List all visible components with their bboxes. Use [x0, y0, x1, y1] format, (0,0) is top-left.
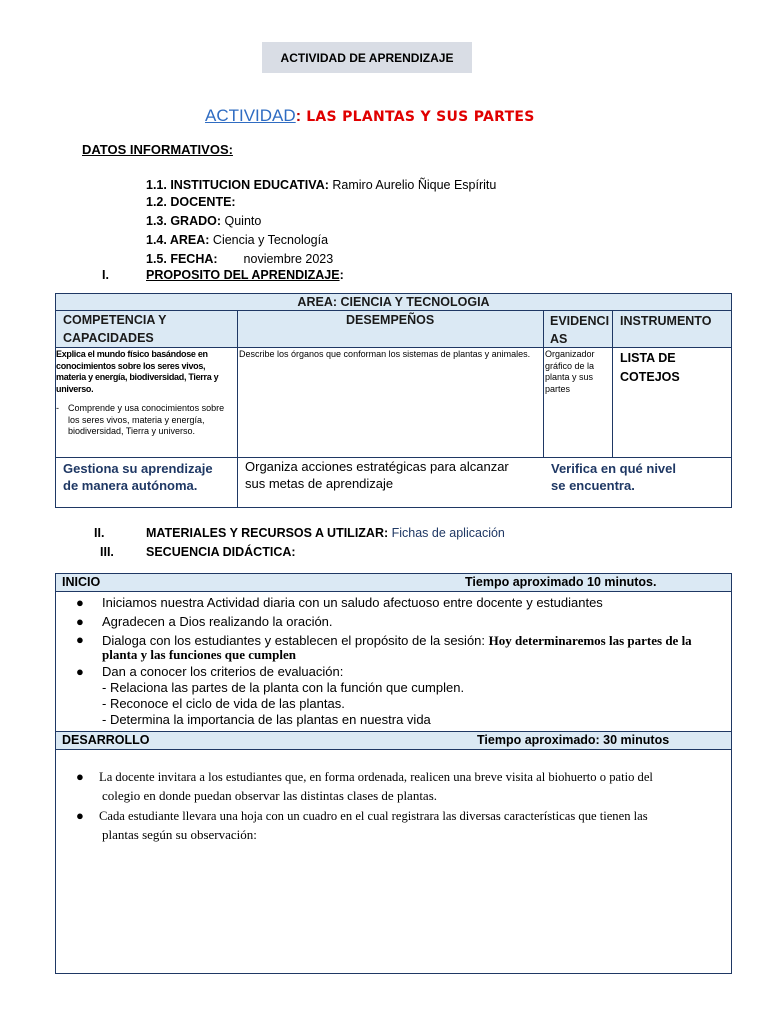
desarrollo-time: Tiempo aproximado: 30 minutos — [477, 733, 670, 747]
bullet-icon: ● — [76, 664, 84, 679]
inicio-bullet-3-text: Dialoga con los estudiantes y establecen el propósito de la sesión: — [102, 633, 489, 648]
header-competencia-line2: CAPACIDADES — [63, 331, 154, 345]
section-2-title — [146, 526, 505, 540]
activity-name: LAS PLANTAS Y SUS PARTES — [301, 109, 535, 125]
bullet-icon: ● — [76, 614, 84, 629]
info-value: noviembre 2023 — [243, 252, 334, 266]
row2-evidencia-line1: Verifica en qué nivel — [551, 461, 676, 476]
header-instrumento: INSTRUMENTO — [620, 314, 712, 328]
info-key: 1.3. GRADO: — [146, 214, 222, 228]
header-competencia — [63, 311, 167, 347]
info-key: 1.4. AREA: — [146, 233, 210, 247]
bullet-icon: ● — [76, 769, 84, 784]
section-1-colon: : — [339, 268, 344, 282]
activity-label: ACTIVIDAD — [205, 106, 296, 125]
criterio-1: - Relaciona las partes de la planta con la función que cumplen. — [102, 680, 465, 695]
section-1-title — [146, 268, 344, 282]
inicio-bullet-4: Dan a conocer los criterios de evaluación: — [102, 664, 344, 679]
info-key: 1.2. DOCENTE: — [146, 195, 236, 209]
desarrollo-p1-line1: La docente invitara a los estudiantes que, en forma ordenada, realicen una breve visita al biohuerto o patio del — [99, 770, 653, 784]
document-header-title: ACTIVIDAD DE APRENDIZAJE — [280, 50, 454, 65]
criterio-3: - Determina la importancia de las plantas en nuestra vida — [102, 712, 431, 727]
inicio-bullet-3-bold-2: planta y las funciones que cumplen — [102, 647, 296, 662]
desarrollo-p1-line2: colegio en donde puedan observar las distintas clases de plantas. — [102, 788, 438, 803]
info-docente — [146, 195, 236, 209]
datos-heading: DATOS INFORMATIVOS: — [82, 142, 233, 157]
header-evidencias-line1: EVIDENCI — [550, 314, 610, 328]
desarrollo-label: DESARROLLO — [62, 733, 150, 747]
row1-instrumento-line1: LISTA DE — [620, 351, 676, 365]
sequence-table — [55, 573, 732, 974]
row1-instrumento — [620, 349, 680, 387]
info-value: Ciencia y Tecnología — [209, 233, 329, 247]
inicio-time: Tiempo aproximado 10 minutos. — [465, 575, 657, 589]
criterio-2: - Reconoce el ciclo de vida de las plantas. — [102, 696, 345, 711]
row1-desempeno: Describe los órganos que conforman los sistemas de plantas y animales. — [239, 349, 531, 359]
row2-competencia-line2: de manera autónoma. — [63, 478, 198, 493]
section-1-title-text: PROPOSITO DEL APRENDIZAJE — [146, 268, 340, 282]
row2-evidencia — [551, 460, 676, 494]
row2-evidencia-line2: se encuentra. — [551, 478, 635, 493]
info-value: Ramiro Aurelio Ñique Espíritu — [328, 178, 497, 192]
section-2-number: II. — [94, 526, 105, 540]
activity-title — [205, 106, 535, 126]
info-area — [146, 233, 328, 247]
header-evidencias-line2: AS — [550, 332, 568, 346]
row2-desempeno — [245, 458, 509, 492]
table-area-title: AREA: CIENCIA Y TECNOLOGIA — [56, 294, 731, 310]
row2-competencia-line1: Gestiona su aprendizaje — [63, 461, 213, 476]
row1-capacidad: Comprende y usa conocimientos sobre los seres vivos, materia y energía, biodiversidad, Tierra y universo. — [68, 403, 225, 436]
row1-evidencia: Organizador gráfico de la planta y sus partes — [545, 349, 595, 394]
info-key: 1.1. INSTITUCION EDUCATIVA: — [146, 178, 329, 192]
row1-capacidad-dash: - — [56, 403, 59, 413]
row2-desempeno-line2: sus metas de aprendizaje — [245, 476, 394, 491]
info-institucion — [146, 178, 496, 192]
section-1-number: I. — [102, 268, 109, 282]
row2-desempeno-line1: Organiza acciones estratégicas para alcanzar — [245, 459, 509, 474]
row1-instrumento-line2: COTEJOS — [620, 370, 680, 384]
row1-competencia: Explica el mundo físico basándose en conocimientos sobre los seres vivos, materia y energía, biodiversidad, Tierra y universo. — [56, 349, 219, 394]
inicio-bullet-3-bold-1: Hoy determinaremos las partes de la — [488, 633, 692, 648]
info-value: Quinto — [221, 214, 262, 228]
info-grado — [146, 214, 261, 228]
section-3-number: III. — [100, 545, 114, 559]
table-header-row — [56, 311, 731, 347]
activity-colon: : — [295, 108, 302, 125]
header-desempenos: DESEMPEÑOS — [346, 313, 435, 327]
inicio-bullet-2: Agradecen a Dios realizando la oración. — [102, 614, 333, 629]
bullet-icon: ● — [76, 808, 84, 823]
inicio-bar — [56, 574, 731, 591]
row2-competencia — [63, 460, 213, 494]
section-2-title-text: MATERIALES Y RECURSOS A UTILIZAR: — [146, 526, 389, 540]
desarrollo-bar — [56, 732, 731, 749]
header-competencia-line1: COMPETENCIA Y — [63, 313, 167, 327]
info-key: 1.5. FECHA: — [146, 252, 218, 266]
purpose-table — [55, 293, 732, 508]
inicio-bullet-1: Iniciamos nuestra Actividad diaria con un saludo afectuoso entre docente y estudiantes — [102, 595, 603, 610]
desarrollo-p2-line1: Cada estudiante llevara una hoja con un cuadro en el cual registrara las diversas características que tienen las — [99, 809, 648, 823]
section-3-title: SECUENCIA DIDÁCTICA: — [146, 545, 296, 559]
document-header-box — [262, 42, 472, 73]
bullet-icon: ● — [76, 595, 84, 610]
info-fecha — [146, 252, 333, 266]
desarrollo-p2-line2: plantas según su observación: — [102, 827, 257, 842]
header-evidencias — [550, 312, 609, 348]
bullet-icon: ● — [76, 632, 84, 647]
inicio-label: INICIO — [62, 575, 101, 589]
section-2-value: Fichas de aplicación — [388, 526, 505, 540]
